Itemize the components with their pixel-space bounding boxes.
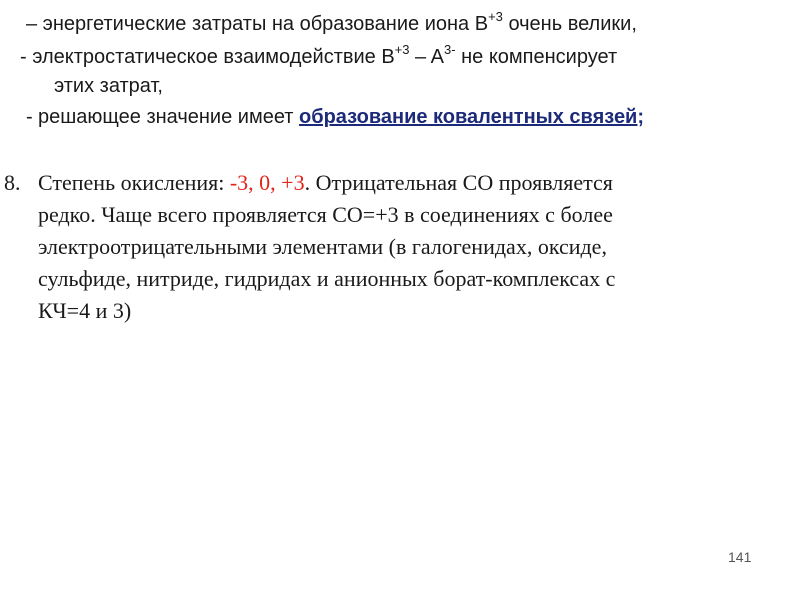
oxidation-intro: Степень окисления: xyxy=(38,170,230,195)
boron-charge-superscript: +3 xyxy=(488,9,503,24)
oxidation-rest: . Отрицательная СО проявляется xyxy=(304,170,613,195)
bullet-covalent xyxy=(38,105,644,130)
oxidation-values: -3, 0, +3 xyxy=(229,170,305,195)
boron-charge-superscript-2: +3 xyxy=(394,42,410,57)
bullet-covalent-text: решающее значение имеет xyxy=(38,106,300,128)
bullet-electrostatic-continuation: этих затрат, xyxy=(54,75,163,97)
oxidation-state-line-3: электроотрицательными элементами (в галогенидах, оксиде, xyxy=(38,234,607,259)
bullet-electrostatic-suffix: не компенсирует xyxy=(455,46,618,68)
bullet-energy-text: – энергетические затраты на образование иона B xyxy=(26,13,489,35)
oxidation-state-line-5: КЧ=4 и 3) xyxy=(38,298,132,323)
bullet-electrostatic-middle: – A xyxy=(409,46,444,68)
bullet-energy-cost xyxy=(26,9,637,37)
bullet-dash: - xyxy=(26,106,33,128)
bullet-electrostatic xyxy=(20,42,618,70)
oxidation-state-line-2: редко. Чаще всего проявляется СО=+3 в соединениях с более xyxy=(38,202,613,227)
oxidation-state-line-1 xyxy=(38,169,613,196)
item-number: 8. xyxy=(4,170,21,195)
page-number: 141 xyxy=(728,549,752,565)
bullet-energy-suffix: очень велики, xyxy=(502,13,637,35)
covalent-bonds-highlight: образование ковалентных связей; xyxy=(299,106,645,128)
anion-charge-superscript: 3- xyxy=(443,42,456,57)
oxidation-state-line-4: сульфиде, нитриде, гидридах и анионных борат-комплексах с xyxy=(38,266,616,291)
bullet-electrostatic-text: - электростатическое взаимодействие B xyxy=(20,46,395,68)
